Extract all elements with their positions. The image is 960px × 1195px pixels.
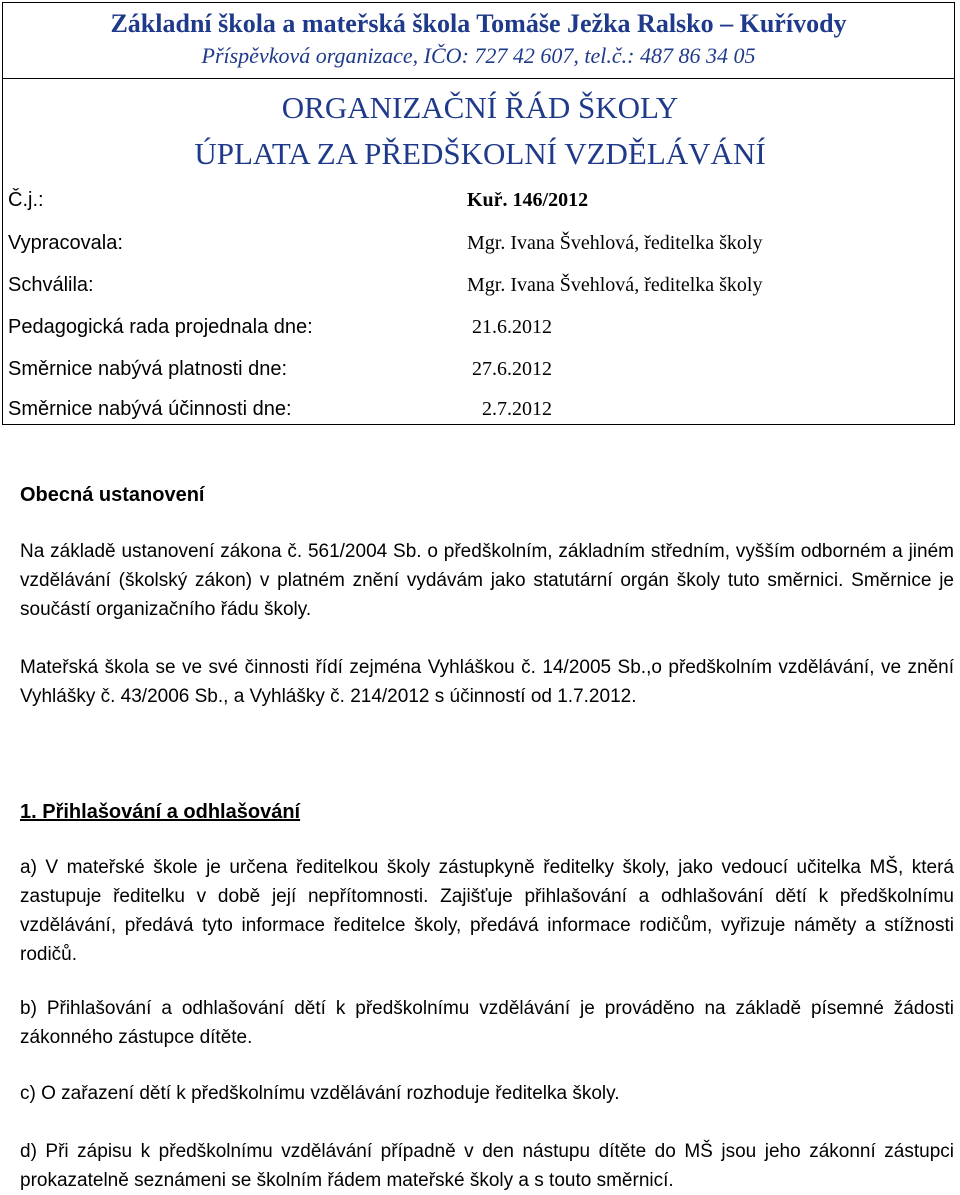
section-1-paragraph-b: b) Přihlašování a odhlašování dětí k předškolnímu vzdělávání je prováděno na základě písemné žádosti zákonného zástupce dítěte. (20, 998, 954, 1048)
approved-by-value: Mgr. Ivana Švehlová, ředitelka školy (467, 274, 763, 296)
ref-number-label: Č.j.: (8, 189, 44, 211)
school-info: Příspěvková organizace, IČO: 727 42 607, tel.č.: 487 86 34 05 (201, 43, 756, 68)
document-subtitle: ÚPLATA ZA PŘEDŠKOLNÍ VZDĚLÁVÁNÍ (194, 136, 766, 171)
ref-number-value: Kuř. 146/2012 (467, 189, 589, 211)
general-paragraph-1: Na základě ustanovení zákona č. 561/2004 Sb. o předškolním, základním středním, vyšším odborném a jiném vzdělávání (školský zákon) v platném znění vydávám jako statutární orgán školy tuto směrnici. Směrnice je součástí organizačního řádu školy. (20, 541, 954, 620)
validity-date-label: Směrnice nabývá platnosti dne: (8, 358, 288, 380)
section-1-paragraph-d: d) Při zápisu k předškolnímu vzdělávání případně v den nástupu dítěte do MŠ jsou jeho zákonní zástupci prokazatelně seznámeni se školním řádem mateřské školy a s touto směrnicí. (20, 1141, 954, 1191)
council-date-label: Pedagogická rada projednala dne: (8, 316, 313, 338)
general-paragraph-2: Mateřská škola se ve své činnosti řídí zejména Vyhláškou č. 14/2005 Sb.,o předškolním vzdělávání, ve znění Vyhlášky č. 43/2006 Sb., a Vyhlášky č. 214/2012 s účinností od 1.7.2012. (20, 657, 954, 707)
effective-date-value: 2.7.2012 (482, 398, 552, 420)
section-1-paragraph-c: c) O zařazení dětí k předškolnímu vzdělávání rozhoduje ředitelka školy. (20, 1083, 620, 1104)
approved-by-label: Schválila: (8, 274, 94, 296)
council-date-value: 21.6.2012 (472, 316, 552, 338)
school-header (3, 3, 954, 79)
section-1-heading: 1. Přihlašování a odhlašování (20, 801, 301, 823)
school-name: Základní škola a mateřská škola Tomáše Ježka Ralsko – Kuřívody (110, 9, 847, 38)
prepared-by-label: Vypracovala: (8, 232, 123, 254)
effective-date-label: Směrnice nabývá účinnosti dne: (8, 398, 292, 420)
general-provisions-heading: Obecná ustanovení (20, 484, 205, 506)
document-title: ORGANIZAČNÍ ŘÁD ŠKOLY (281, 90, 679, 125)
prepared-by-value: Mgr. Ivana Švehlová, ředitelka školy (467, 232, 763, 254)
validity-date-value: 27.6.2012 (472, 358, 552, 380)
section-1-paragraph-a: a) V mateřské škole je určena ředitelkou školy zástupkyně ředitelky školy, jako vedoucí učitelka MŠ, která zastupuje ředitelku v době její nepřítomnosti. Zajišťuje přihlašování a odhlašování dětí k předškolnímu vzdělávání, předává tyto informace ředitelce školy, předává informace rodičům, vyřizuje náměty a stížnosti rodičů. (20, 857, 954, 965)
